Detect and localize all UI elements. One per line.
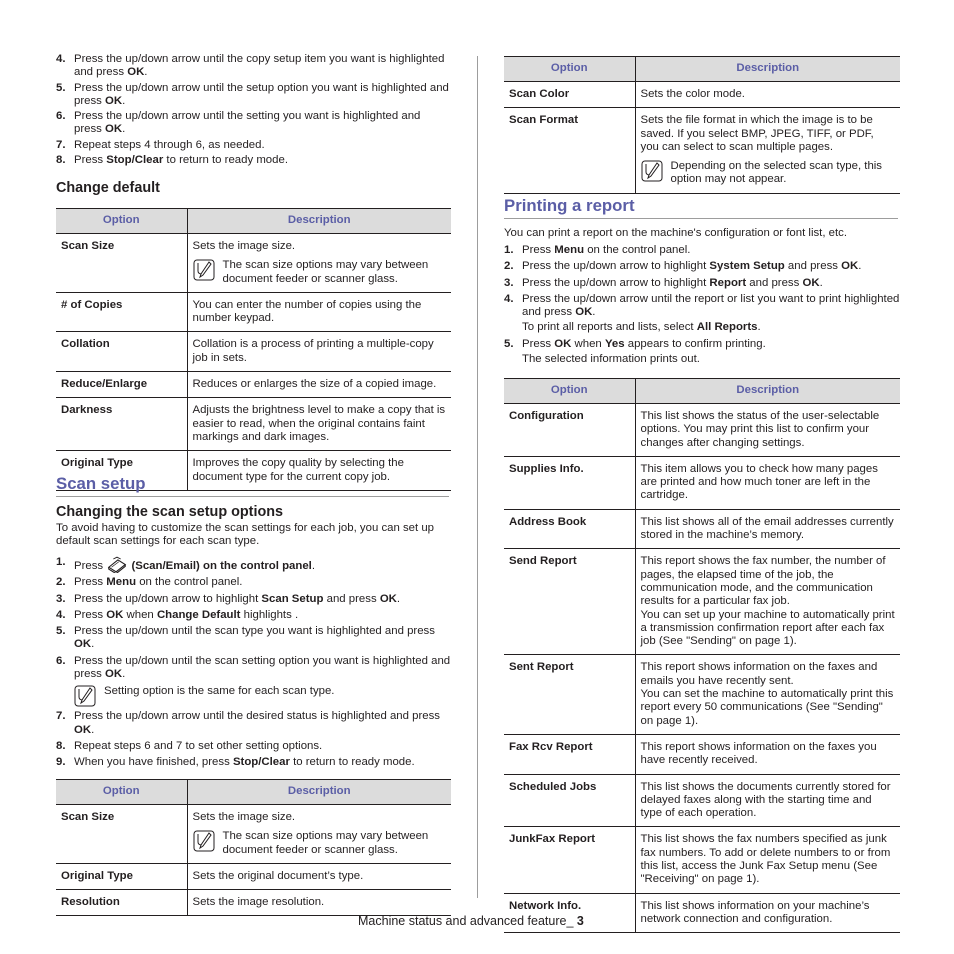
step-number: 7.: [56, 138, 66, 151]
option-description: [635, 108, 900, 193]
table-header-row: [504, 379, 900, 404]
printing-report-intro: You can print a report on the machine's configuration or font list, etc.: [504, 227, 848, 239]
option-name: Supplies Info.: [504, 456, 635, 509]
step-text: Press the up/down arrow until the desired status is highlighted and press OK.: [74, 710, 440, 736]
option-description: [635, 734, 900, 774]
scan-options-table: [504, 56, 900, 194]
description-text: Sets the image size.: [192, 240, 296, 252]
note: [641, 160, 896, 187]
step-number: 6.: [56, 110, 66, 123]
table-row: [504, 549, 900, 655]
step-text: Press the up/down arrow until the report or list you want to print highlighted and press OK.: [522, 292, 900, 319]
step-item: [56, 740, 451, 753]
option-name: Configuration: [504, 404, 635, 457]
copy-setup-steps: [56, 53, 451, 169]
step-number: 3.: [56, 592, 66, 605]
step-text: Press the up/down until the scan setting option you want is highlighted and press OK.: [74, 654, 451, 681]
scan-setup-heading: Scan setup: [56, 474, 449, 497]
step-number: 5.: [56, 81, 66, 94]
description-text: This report shows the fax number, the number of pages, the elapsed time of the job, the communication mode, and the communication results for a particular fax job.: [640, 555, 886, 608]
option-column-header: Option: [56, 780, 187, 805]
note: [74, 685, 451, 707]
table-row: [504, 82, 900, 108]
description-text: This list shows the status of the user-selectable options. You may print this list to confirm your changes after changing settings.: [640, 410, 880, 449]
step-text: Press Menu on the control panel.: [522, 244, 691, 256]
step-item: [504, 244, 900, 257]
step-item: [504, 293, 900, 335]
note-text: Depending on the selected scan type, this option may not appear.: [670, 160, 882, 186]
table-row: [56, 863, 451, 889]
table-row: [56, 372, 451, 398]
option-description: [635, 827, 900, 893]
table-header-row: [56, 209, 451, 234]
note-text: Setting option is the same for each scan type.: [104, 685, 335, 698]
option-description: [635, 82, 900, 108]
reports-table: [504, 378, 900, 933]
step-number: 1.: [504, 244, 514, 256]
table-row: [504, 404, 900, 457]
note-text: The scan size options may vary between document feeder or scanner glass.: [222, 259, 429, 285]
description-text: You can enter the number of copies using the number keypad.: [192, 298, 422, 325]
description-text: This item allows you to check how many pages are printed and how much toner are left in the cartridge.: [640, 462, 878, 502]
option-description: [187, 292, 451, 332]
option-description: [187, 398, 451, 451]
description-text: Sets the original document’s type.: [192, 869, 364, 882]
step-text: Repeat steps 4 through 6, as needed.: [74, 138, 265, 151]
change-default-table: [56, 208, 451, 491]
option-name: # of Copies: [56, 292, 187, 332]
option-description: [635, 655, 900, 734]
description-text: Sets the color mode.: [640, 88, 745, 100]
description-text: Improves the copy quality by selecting the document type for the current copy job.: [192, 457, 404, 483]
printing-report-steps: [504, 244, 900, 369]
table-header-row: [56, 780, 451, 805]
option-name: Address Book: [504, 509, 635, 549]
option-name: Scan Size: [56, 234, 187, 293]
option-description: [187, 332, 451, 372]
table-row: [504, 827, 900, 893]
step-item: [56, 154, 451, 167]
step-text: Press the up/down until the scan type you want is highlighted and press OK.: [74, 625, 435, 651]
step-number: 5.: [504, 337, 514, 350]
step-number: 2.: [56, 576, 66, 589]
option-column-header: Option: [56, 209, 187, 234]
description-text: You can set up your machine to automatically print a transmission confirmation report after each fax job (See "Sending" on page 1).: [640, 608, 895, 648]
step-text: Press the up/down arrow until the setting you want is highlighted and press OK.: [74, 110, 421, 136]
description-text: You can set the machine to automatically print this report every 50 communications (See "Sending" on page 1).: [640, 688, 894, 727]
step-text: Press (Scan/Email) on the control panel.: [74, 560, 315, 572]
note-text: The scan size options may vary between document feeder or scanner glass.: [222, 830, 429, 856]
step-number: 6.: [56, 654, 66, 667]
option-description: [187, 372, 451, 398]
step-item: [56, 82, 451, 109]
step-text: Press the up/down arrow to highlight Report and press OK.: [522, 276, 823, 289]
step-text: Press Stop/Clear to return to ready mode.: [74, 154, 288, 167]
option-column-header: Option: [504, 57, 635, 82]
description-text: This list shows the documents currently stored for delayed faxes along with the starting time and type of each operation.: [640, 780, 891, 820]
option-description: [635, 404, 900, 457]
step-text: Repeat steps 6 and 7 to set other setting options.: [74, 739, 323, 752]
table-row: [56, 398, 451, 451]
step-subtext: To print all reports and lists, select All Reports.: [522, 321, 761, 334]
step-text: Press OK when Change Default highlights .: [74, 608, 299, 621]
scan-setup-steps: [56, 556, 451, 773]
note: [193, 830, 447, 857]
step-number: 8.: [56, 154, 66, 167]
step-item: [56, 710, 451, 737]
step-number: 4.: [56, 53, 66, 65]
description-text: Reduces or enlarges the size of a copied image.: [192, 378, 437, 391]
option-name: Collation: [56, 332, 187, 372]
step-text: Press the up/down arrow until the setup option you want is highlighted and press OK.: [74, 81, 449, 107]
changing-scan-setup-heading: Changing the scan setup options: [56, 504, 284, 520]
page-footer: [358, 915, 584, 928]
step-number: 4.: [504, 292, 514, 305]
option-description: [187, 890, 451, 916]
step-item: [56, 139, 451, 152]
scan-setup-intro: To avoid having to customize the scan settings for each job, you can set up default scan settings for each scan type.: [56, 522, 435, 548]
step-text: Press the up/down arrow until the copy setup item you want is highlighted and press OK.: [74, 53, 445, 79]
note: [193, 259, 447, 286]
description-text: This list shows information on your machine’s network connection and configuration.: [640, 899, 870, 925]
description-text: Sets the file format in which the image is to be saved. If you select BMP, JPEG, TIFF, or PDF, you can select to scan multiple pages.: [640, 114, 874, 153]
table-row: [504, 509, 900, 549]
option-name: Original Type: [56, 863, 187, 889]
option-name: Original Type: [56, 451, 187, 491]
table-row: [56, 332, 451, 372]
step-item: [56, 556, 451, 573]
step-number: 7.: [56, 710, 66, 723]
option-name: Reduce/Enlarge: [56, 372, 187, 398]
option-description: [635, 893, 900, 933]
description-column-header: Description: [635, 379, 900, 404]
printing-report-heading: Printing a report: [504, 196, 898, 219]
step-item: [56, 576, 451, 589]
step-item: [56, 110, 451, 137]
table-row: [56, 890, 451, 916]
option-description: [187, 863, 451, 889]
step-number: 4.: [56, 608, 66, 621]
step-text: When you have finished, press Stop/Clear to return to ready mode.: [74, 756, 415, 769]
option-name: Scan Size: [56, 805, 187, 864]
option-name: Send Report: [504, 549, 635, 655]
step-item: [56, 655, 451, 708]
option-description: [635, 509, 900, 549]
table-row: [56, 234, 451, 293]
option-column-header: Option: [504, 379, 635, 404]
option-description: [635, 456, 900, 509]
step-number: 9.: [56, 756, 66, 769]
description-text: Sets the image resolution.: [192, 896, 325, 909]
table-row: [56, 292, 451, 332]
option-name: Resolution: [56, 890, 187, 916]
table-row: [504, 774, 900, 827]
description-text: This list shows all of the email addresses currently stored in the machine’s memory.: [640, 515, 894, 542]
table-row: [504, 655, 900, 734]
step-item: [504, 338, 900, 367]
step-subtext: The selected information prints out.: [522, 353, 700, 366]
option-name: Scan Format: [504, 108, 635, 193]
step-number: 3.: [504, 276, 514, 289]
option-description: [635, 549, 900, 655]
option-name: Scan Color: [504, 82, 635, 108]
page-number: 3: [576, 914, 584, 928]
footer-text: Machine status and advanced feature_: [358, 914, 577, 928]
table-row: [504, 456, 900, 509]
step-number: 1.: [56, 556, 66, 568]
table-header-row: [504, 57, 900, 82]
step-number: 8.: [56, 739, 66, 752]
description-text: This report shows information on the faxes you have recently received.: [640, 740, 877, 767]
description-text: Collation is a process of printing a multiple-copy job in sets.: [192, 338, 434, 364]
option-name: Darkness: [56, 398, 187, 451]
change-default-heading: Change default: [56, 180, 160, 196]
step-text: Press OK when Yes appears to confirm printing.: [522, 337, 766, 350]
step-item: [56, 53, 451, 80]
step-number: 5.: [56, 625, 66, 638]
description-column-header: Description: [187, 780, 451, 805]
description-text: Adjusts the brightness level to make a copy that is easier to read, when the original contains faint markings and dark images.: [192, 404, 446, 443]
description-text: Sets the image size.: [192, 811, 296, 823]
option-description: [187, 805, 451, 864]
step-item: [56, 609, 451, 622]
step-text: Press the up/down arrow to highlight Scan Setup and press OK.: [74, 592, 401, 605]
column-divider: [477, 56, 478, 898]
description-text: This list shows the fax numbers specified as junk fax numbers. To add or delete numbers to or from this list, access the Junk Fax Setup menu (See "Receiving" on page 1).: [640, 833, 891, 886]
note-icon: [641, 160, 663, 182]
step-text: Press the up/down arrow to highlight System Setup and press OK.: [522, 260, 862, 273]
option-name: Fax Rcv Report: [504, 734, 635, 774]
scan-email-icon: [106, 556, 128, 573]
option-name: JunkFax Report: [504, 827, 635, 893]
description-column-header: Description: [187, 209, 451, 234]
note-icon: [74, 685, 96, 707]
step-item: [56, 593, 451, 606]
step-text: Press Menu on the control panel.: [74, 576, 243, 589]
note-icon: [193, 830, 215, 852]
step-item: [56, 625, 451, 652]
scan-setup-table: [56, 779, 451, 916]
step-number: 2.: [504, 260, 514, 273]
option-name: Scheduled Jobs: [504, 774, 635, 827]
step-item: [504, 277, 900, 290]
description-text: This report shows information on the faxes and emails you have recently sent.: [640, 661, 878, 687]
step-item: [504, 260, 900, 273]
option-description: [635, 774, 900, 827]
option-name: Sent Report: [504, 655, 635, 734]
step-item: [56, 756, 451, 769]
table-row: [504, 734, 900, 774]
option-description: [187, 234, 451, 293]
table-row: [504, 108, 900, 193]
option-name: Network Info.: [504, 893, 635, 933]
table-row: [56, 805, 451, 864]
description-column-header: Description: [635, 57, 900, 82]
note-icon: [193, 259, 215, 281]
